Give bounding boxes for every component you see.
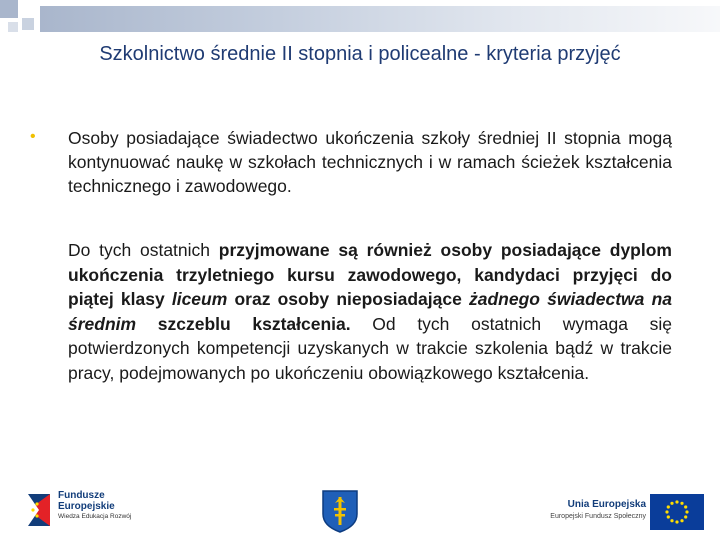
header-decoration [0,0,720,40]
eu-flag-icon [650,494,704,530]
fe-line3: Wiedza Edukacja Rozwój [58,513,132,520]
slide-title: Szkolnictwo średnie II stopnia i policealne - kryteria przyjęć [99,43,621,65]
p2-bold: oraz osoby nieposiadające [227,289,469,309]
unia-europejska-logo [536,494,706,534]
fundusze-europejskie-logo [24,488,142,532]
deco-square [22,18,34,30]
p2-text: Do tych ostatnich [68,240,219,260]
deco-square [0,0,18,18]
fe-emblem-icon [24,490,54,530]
fe-line2: Europejskie [58,501,115,512]
p2-text: Od tych ostatnich wymaga się potwierdzonych kompetencji uzyskanych w trakcie szkolenia bądź w trakcie pracy, podejmowanych po ukończeniu obowiązkowego kształcenia. [68,313,673,383]
deco-square [18,8,28,18]
coat-of-arms-icon [320,488,360,534]
bullet-item [30,126,672,198]
bullet-icon: • [30,128,36,145]
paragraph-1: Osoby posiadające świadectwo ukończenia szkoły średniej II stopnia mogą kontynuować naukę w szkołach technicznych i w ramach ścieżek kształcenia technicznego i zawodowego. [68,128,672,196]
p2-bold-italic: żadnego świadectwa na średnim [68,289,672,334]
fe-line1: Fundusze [58,490,105,501]
ue-line1: Unia Europejska [567,499,646,510]
ue-line2: Europejski Fundusz Społeczny [550,513,646,520]
p2-bold: przyjmowane są również osoby posiadające dyplom ukończenia trzyletniego kursu zawodowego, kandydaci przyjęci do piątej klasy [68,240,672,309]
p2-bold: szczeblu kształcenia. [136,313,351,334]
header-gradient-bar [40,6,720,32]
paragraph-2 [68,238,672,385]
p2-bold-italic: liceum [171,289,228,309]
deco-square [8,22,18,32]
